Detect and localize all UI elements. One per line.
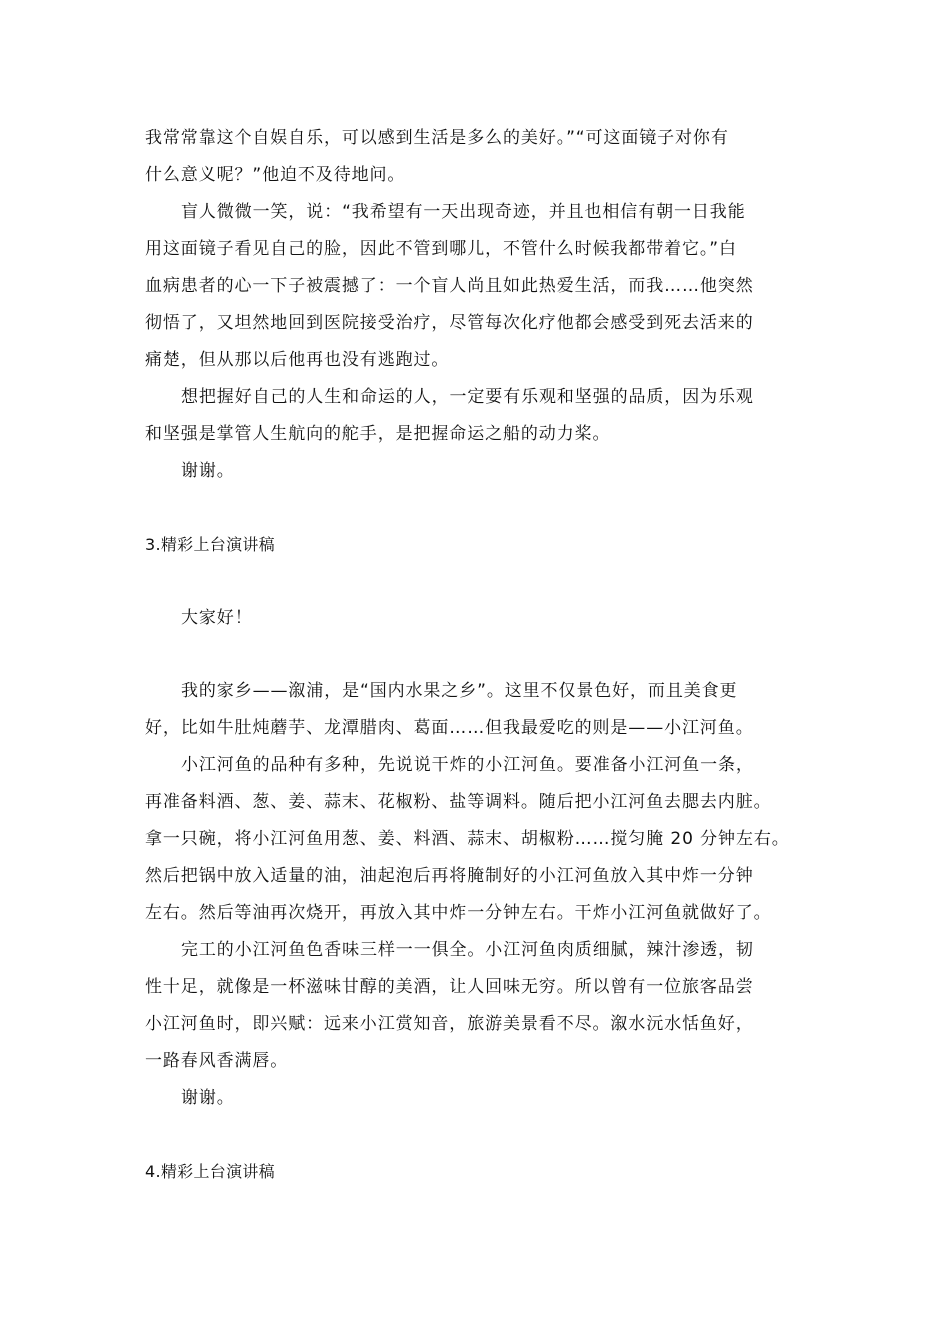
closing-thanks: 谢谢。 — [181, 461, 235, 481]
paragraph-line: 彻悟了，又坦然地回到医院接受治疗，尽管每次化疗他都会感受到死去活来的 — [145, 313, 754, 333]
paragraph-line: 想把握好自己的人生和命运的人，一定要有乐观和坚强的品质，因为乐观 — [181, 387, 754, 407]
paragraph-line: 好，比如牛肚炖蘑芋、龙潭腊肉、葛面……但我最爱吃的则是——小江河鱼。 — [145, 718, 754, 738]
paragraph-line: 再准备料酒、葱、姜、蒜末、花椒粉、盐等调料。随后把小江河鱼去腮去内脏。 — [145, 792, 772, 812]
paragraph-line: 盲人微微一笑，说：“我希望有一天出现奇迹，并且也相信有朝一日我能 — [181, 202, 746, 222]
paragraph-line: 血病患者的心一下子被震撼了：一个盲人尚且如此热爱生活，而我……他突然 — [145, 276, 754, 296]
greeting: 大家好！ — [181, 608, 253, 628]
paragraph-line: 左右。然后等油再次烧开，再放入其中炸一分钟左右。干炸小江河鱼就做好了。 — [145, 903, 772, 923]
section-heading: 3.精彩上台演讲稿 — [145, 535, 275, 554]
paragraph-line: 拿一只碗，将小江河鱼用葱、姜、料酒、蒜末、胡椒粉……搅匀腌 20 分钟左右。 — [145, 829, 790, 849]
paragraph-line: 我的家乡——溆浦，是“国内水果之乡”。这里不仅景色好，而且美食更 — [181, 681, 738, 701]
paragraph-line: 然后把锅中放入适量的油，油起泡后再将腌制好的小江河鱼放入其中炸一分钟 — [145, 866, 754, 886]
paragraph-line: 什么意义呢？”他迫不及待地问。 — [145, 165, 406, 185]
paragraph-line: 小江河鱼的品种有多种，先说说干炸的小江河鱼。要准备小江河鱼一条， — [181, 755, 754, 775]
paragraph-line: 完工的小江河鱼色香味三样一一俱全。小江河鱼肉质细腻，辣汁渗透，韧 — [181, 940, 754, 960]
paragraph-line: 性十足，就像是一杯滋味甘醇的美酒，让人回味无穷。所以曾有一位旅客品尝 — [145, 977, 754, 997]
paragraph-line: 我常常靠这个自娱自乐，可以感到生活是多么的美好。”“可这面镜子对你有 — [145, 128, 729, 148]
paragraph-line: 用这面镜子看见自己的脸，因此不管到哪儿，不管什么时候我都带着它。”白 — [145, 239, 737, 259]
paragraph-line: 小江河鱼时，即兴赋：远来小江赏知音，旅游美景看不尽。溆水沅水恬鱼好， — [145, 1014, 754, 1034]
paragraph-line: 痛楚，但从那以后他再也没有逃跑过。 — [145, 350, 450, 370]
paragraph-line: 一路春风香满唇。 — [145, 1051, 289, 1071]
paragraph-line: 和坚强是掌管人生航向的舵手，是把握命运之船的动力桨。 — [145, 424, 611, 444]
section-heading: 4.精彩上台演讲稿 — [145, 1162, 275, 1181]
closing-thanks: 谢谢。 — [181, 1088, 235, 1108]
